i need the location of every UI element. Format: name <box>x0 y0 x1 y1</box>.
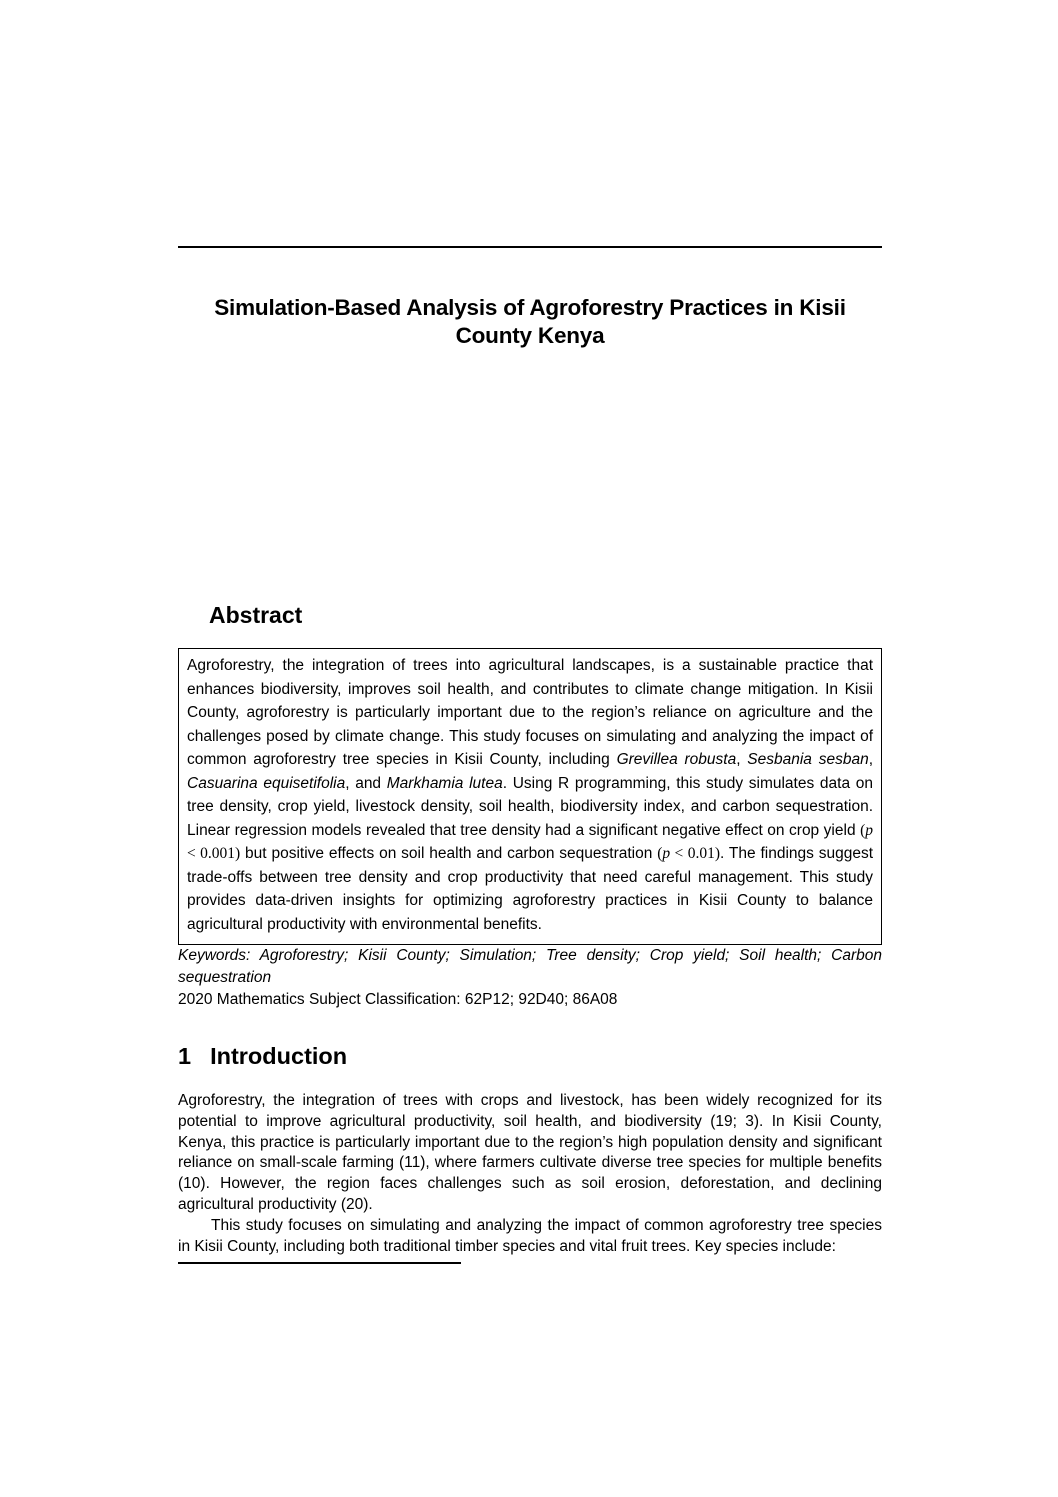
abstract-text: Agroforestry, the integration of trees into agricultural landscapes, is a sustainable practice that enhances biodiversity, improves soil health, and contributes to climate change mitigation. In Kisii County, agroforestry is particularly important due to the region’s reliance on agriculture and the challenges posed by climate change. This study focuses on simulating and analyzing the impact of common agroforestry tree species in Kisii County, including Grevillea robusta, Sesbania sesban, Casuarina equisetifolia, and Markhamia lutea. Using R programming, this study simulates data on tree density, crop yield, livestock density, soil health, biodiversity index, and carbon sequestration. Linear regression models revealed that tree density had a significant negative effect on crop yield (p < 0.001) but positive effects on soil health and carbon sequestration (p < 0.01). The findings suggest trade-offs between tree density and crop productivity that need careful management. This study provides data-driven insights for optimizing agroforestry practices in Kisii County to balance agricultural productivity with environmental benefits. <box>187 657 874 933</box>
keywords-line: Keywords: Agroforestry; Kisii County; Simulation; Tree density; Crop yield; Soil health; Carbon sequestration <box>178 947 882 986</box>
paragraph: This study focuses on simulating and analyzing the impact of common agroforestry tree species in Kisii County, including both traditional timber species and vital fruit trees. Key species include: <box>178 1216 882 1255</box>
section-title: Introduction <box>210 1043 348 1069</box>
title-rule <box>178 246 882 248</box>
introduction-body <box>178 1091 882 1257</box>
abstract-box <box>178 648 882 945</box>
footnote-rule <box>178 1262 461 1264</box>
section-heading-introduction <box>178 1043 347 1070</box>
paragraph: Agroforestry, the integration of trees with crops and livestock, has been widely recognized for its potential to improve agricultural productivity, soil health, and biodiversity (19; 3). In Kisii County, Kenya, this practice is particularly important due to the region’s high population density and significant reliance on small-scale farming (11), where farmers cultivate diverse tree species for multiple benefits (10). However, the region faces challenges such as soil erosion, deforestation, and declining agricultural productivity (20). <box>178 1092 882 1213</box>
section-number: 1 <box>178 1043 192 1069</box>
msc-line: 2020 Mathematics Subject Classification: 62P12; 92D40; 86A08 <box>178 991 618 1008</box>
paper-title: Simulation-Based Analysis of Agroforestry Practices in Kisii County Kenya <box>214 295 846 348</box>
abstract-heading: Abstract <box>209 602 303 628</box>
